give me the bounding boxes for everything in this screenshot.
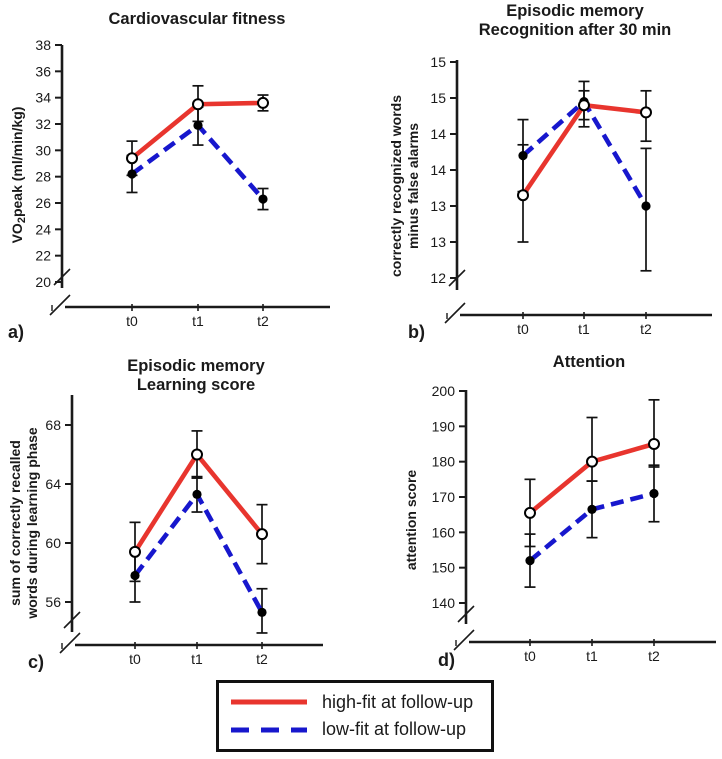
svg-text:26: 26 [35,195,51,211]
svg-text:160: 160 [431,524,455,541]
line-high-fit [135,455,262,552]
panel-title: Learning score [136,376,256,394]
svg-text:t0: t0 [517,321,529,337]
panel-letter: b) [408,322,425,342]
panel-episodic-memory-learning [0,340,361,680]
panel-letter: d) [438,650,455,670]
svg-text:t0: t0 [126,313,138,329]
svg-text:56: 56 [45,594,61,610]
panel-title: Recognition after 30 min [478,21,672,39]
y-axis-label: minus false alarms [405,122,421,250]
svg-text:t2: t2 [640,321,652,337]
legend-item-low-fit [225,719,485,740]
y-axis-label: correctly recognized words [388,94,404,278]
legend-item-high-fit [225,692,485,713]
svg-text:24: 24 [35,221,51,238]
svg-text:13: 13 [430,234,446,250]
svg-text:60: 60 [45,535,61,551]
svg-text:12: 12 [430,270,446,286]
svg-text:t0: t0 [129,651,141,667]
panel-title: Episodic memory [506,2,644,20]
y-axis [35,37,70,290]
svg-text:t2: t2 [257,313,269,329]
svg-text:t1: t1 [192,313,204,329]
svg-text:32: 32 [35,116,51,132]
svg-text:15: 15 [430,54,446,70]
y-axis-label: sum of correctly recalled [7,440,23,606]
svg-text:64: 64 [45,476,61,492]
panel-episodic-memory-recognition [361,0,722,340]
y-axis-label: $VO_2peak$ (ml/min/kg) [9,106,28,244]
svg-text:22: 22 [35,247,51,264]
svg-text:t1: t1 [586,648,598,664]
error-bars [525,400,660,587]
svg-text:34: 34 [35,89,51,106]
svg-text:t0: t0 [524,648,536,664]
legend-label-low-fit: low-fit at follow-up [322,719,467,740]
chart-b [361,0,722,340]
x-axis [454,630,716,664]
x-axis-break [445,303,465,323]
svg-text:150: 150 [431,559,455,576]
svg-text:14: 14 [430,162,446,178]
chart-c [0,340,361,680]
x-axis-break [60,633,80,653]
x-axis [445,303,712,337]
svg-text:14: 14 [430,126,446,142]
svg-text:30: 30 [35,142,51,159]
svg-text:t1: t1 [578,321,590,337]
legend-dashed-line-sample [229,725,309,735]
svg-text:180: 180 [431,453,455,470]
legend-solid-line-sample [229,697,309,707]
chart-d [361,340,722,680]
y-axis [430,54,465,290]
panel-title: Cardiovascular fitness [108,10,286,28]
svg-text:t2: t2 [256,651,268,667]
svg-text:38: 38 [35,37,51,53]
panel-title: Attention [552,353,626,371]
svg-text:170: 170 [431,489,455,505]
svg-text:20: 20 [35,274,51,290]
panel-title: Episodic memory [127,357,265,375]
svg-text:68: 68 [45,417,61,433]
panel-cardiovascular-fitness [0,0,361,340]
x-axis [50,295,330,329]
markers-high-fit [130,450,267,557]
x-axis-break [454,630,474,650]
svg-text:200: 200 [431,383,455,399]
svg-text:t1: t1 [191,651,203,667]
x-axis [60,633,323,667]
svg-text:190: 190 [431,418,455,435]
svg-text:28: 28 [35,168,51,185]
svg-text:15: 15 [430,90,446,106]
x-axis-break [50,295,70,315]
y-axis-label: attention score [403,469,419,571]
y-axis [45,395,80,632]
panel-letter: a) [8,322,25,342]
svg-text:140: 140 [431,595,455,611]
panel-letter: c) [28,652,45,672]
chart-a [0,0,361,340]
svg-text:t2: t2 [648,648,660,664]
svg-text:36: 36 [35,63,51,80]
legend-label-high-fit: high-fit at follow-up [322,691,474,712]
y-axis [432,383,474,624]
panel-attention [361,340,722,680]
svg-text:13: 13 [430,198,446,214]
y-axis-label: words during learning phase [24,427,40,619]
legend [216,680,494,752]
